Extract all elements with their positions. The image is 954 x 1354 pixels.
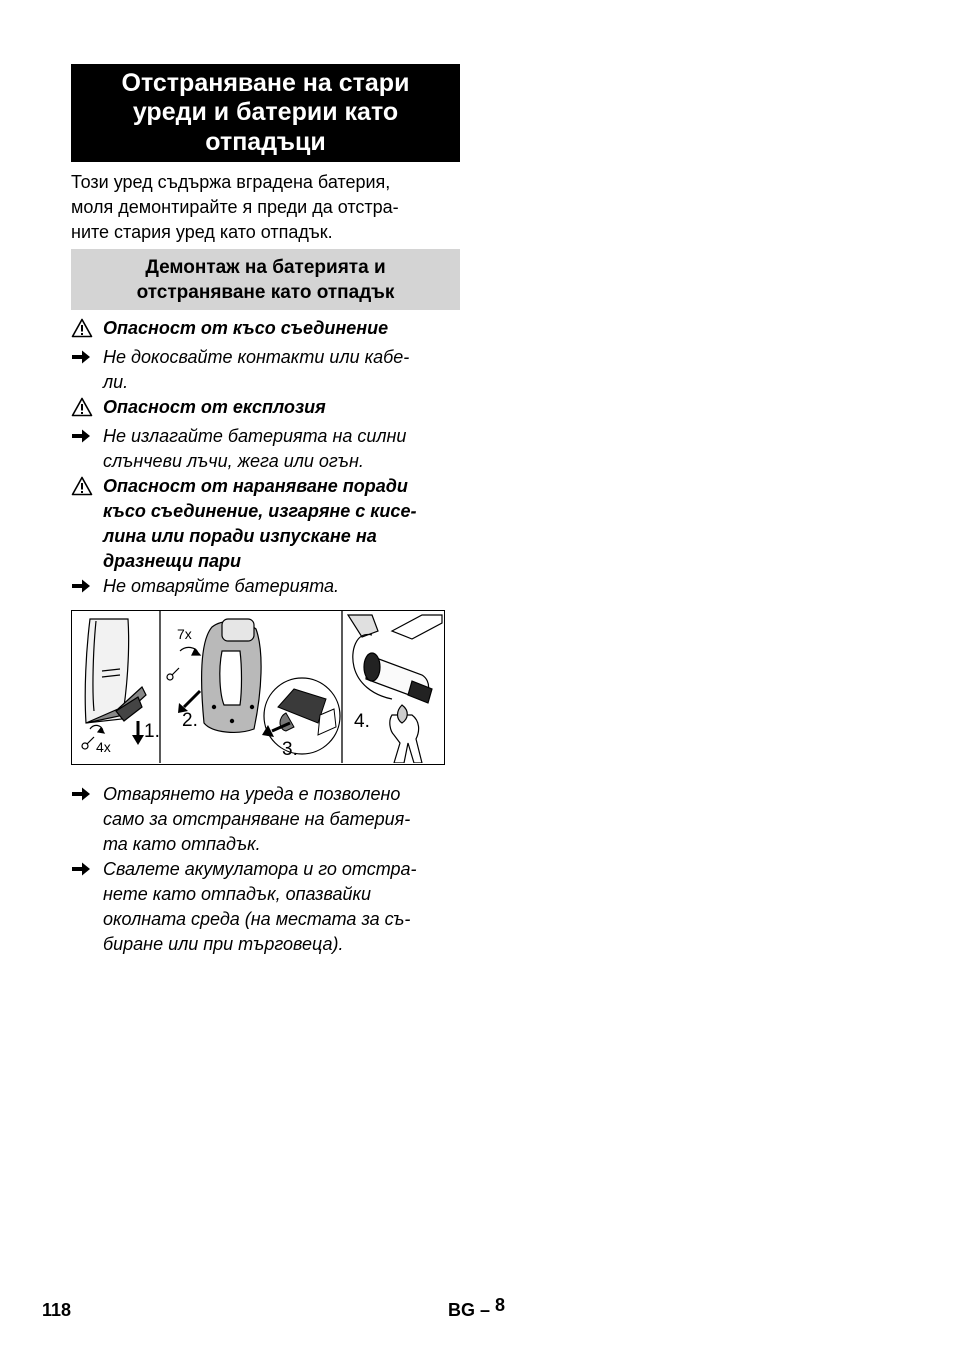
battery-removal-illustration <box>72 611 443 763</box>
warning-triangle-icon <box>71 476 93 496</box>
arrow-right-icon <box>71 786 91 802</box>
step-2-label: 2. <box>182 710 198 731</box>
subsection-title-line: Демонтаж на батерията и <box>145 256 386 278</box>
arrow-down-icon <box>132 721 144 745</box>
instruction-item: Не докосвайте контакти или кабе- ли. <box>71 345 460 395</box>
section-page-number: 8 <box>495 1295 506 1315</box>
instruction-item: Не излагайте батерията на силни слънчеви лъчи, жега или огън. <box>71 424 460 474</box>
warning-item: Опасност от експлозия <box>71 395 460 424</box>
screw-count-label: 7x <box>177 626 192 642</box>
instruction-item: Отварянето на уреда е позволено само за отстраняване на батерия- та като отпадък. <box>71 782 460 857</box>
instruction-item: Не отваряйте батерията. <box>71 574 460 601</box>
arrow-right-icon <box>71 861 91 877</box>
page-number: 118 <box>42 1300 72 1320</box>
device-bottom-drawing <box>85 619 146 723</box>
arrow-right-icon <box>71 349 91 365</box>
step-4-label: 4. <box>354 711 370 732</box>
battery-zoom-drawing <box>264 678 340 754</box>
battery-removal-figure <box>71 610 445 765</box>
instruction-item: Свалете акумулатора и го отстра- нете като отпадък, опазвайки околната среда (на местата за съ- биране или при търговеца). <box>71 857 460 957</box>
warning-item: Опасност от късо съединение <box>71 316 460 345</box>
warning-triangle-icon <box>71 397 93 417</box>
intro-paragraph: Този уред съдържа вградена батерия, моля демонтирайте я преди да отстра- ните стария уред като отпадък. <box>71 172 399 242</box>
subsection-title-box <box>71 249 460 310</box>
arrow-right-icon <box>71 578 91 594</box>
disposal-list <box>71 782 460 957</box>
screw-icon <box>167 647 200 680</box>
battery-recycle-drawing <box>348 615 442 763</box>
screw-count-label: 4x <box>96 739 111 755</box>
step-1-label: 1. <box>144 721 160 742</box>
language-code: BG – <box>448 1300 491 1320</box>
device-back-drawing <box>202 619 261 732</box>
step-3-label: 3. <box>282 739 298 760</box>
arrow-right-icon <box>71 428 91 444</box>
subsection-title-line: отстраняване като отпадък <box>136 281 395 303</box>
warning-triangle-icon <box>71 318 93 338</box>
warning-item: Опасност от нараняване поради късо съединение, изгаряне с кисе- лина или поради изпускане на дразнещи пари <box>71 474 460 574</box>
section-title-box <box>71 64 460 162</box>
section-page-code <box>448 1295 506 1321</box>
section-title: Отстраняване на стари уреди и батерии като отпадъци <box>121 68 410 156</box>
safety-list <box>71 316 460 601</box>
